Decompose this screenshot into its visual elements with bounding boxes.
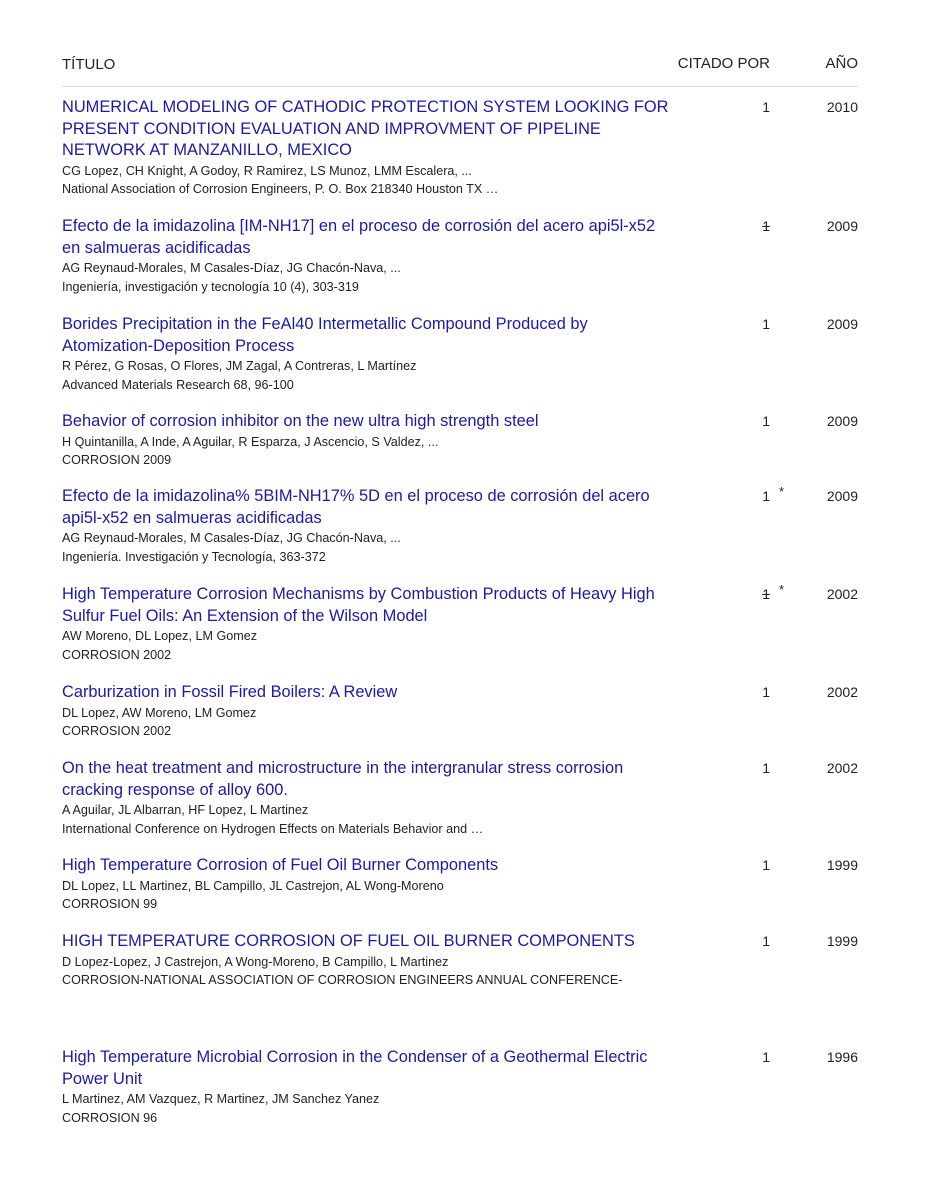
publication-year[interactable]: 2002 — [826, 760, 858, 776]
cited-by-column-header[interactable]: CITADO POR — [677, 55, 770, 72]
year-column-header[interactable]: AÑO — [825, 55, 858, 72]
publication-title-link[interactable]: On the heat treatment and microstructure in the intergranular stress corrosion cracking response of alloy 600. — [62, 759, 624, 799]
publication-venue: CORROSION 2002 — [62, 724, 172, 738]
publication-venue: Ingeniería. Investigación y Tecnología, 363-372 — [62, 549, 326, 564]
publication-year[interactable]: 2009 — [826, 413, 858, 429]
publication-authors: D Lopez-Lopez, J Castrejon, A Wong-Moreno, B Campillo, L Martinez — [62, 954, 449, 969]
cited-by-number: 1 — [762, 99, 770, 115]
publication-authors: AG Reynaud-Morales, M Casales-Díaz, JG Chacón-Nava, ... — [62, 261, 401, 275]
publication-authors: AG Reynaud-Morales, M Casales-Díaz, JG Chacón-Nava, ... — [62, 531, 401, 545]
publication-row — [62, 682, 858, 741]
publication-venue: Ingeniería, investigación y tecnología 10 (4), 303-319 — [62, 279, 359, 294]
cited-by-count[interactable] — [762, 931, 770, 952]
publication-authors: AW Moreno, DL Lopez, LM Gomez — [62, 629, 258, 643]
publication-authors: L Martinez, AM Vazquez, R Martinez, JM Sanchez Yanez — [62, 1092, 380, 1106]
publication-venue: Advanced Materials Research 68, 96-100 — [62, 377, 294, 392]
publication-year[interactable]: 2002 — [826, 586, 858, 602]
publication-authors: DL Lopez, LL Martinez, BL Campillo, JL Castrejon, AL Wong-Moreno — [62, 878, 444, 893]
publication-year[interactable]: 2002 — [826, 684, 858, 700]
publication-title-link[interactable]: Efecto de la imidazolina% 5BIM-NH17% 5D en el proceso de corrosión del acero api5l-x52 en salmueras acidificadas — [62, 487, 650, 527]
publication-authors: CG Lopez, CH Knight, A Godoy, R Ramirez, LS Munoz, LMM Escalera, ... — [62, 163, 472, 178]
publication-row — [62, 314, 858, 394]
publication-row — [62, 97, 858, 199]
publication-title-link[interactable]: Efecto de la imidazolina [IM-NH17] en el proceso de corrosión del acero api5l-x52 en salmueras acidificadas — [62, 217, 656, 257]
cited-by-number: 1 — [762, 933, 770, 949]
publication-title-link[interactable]: High Temperature Corrosion of Fuel Oil Burner Components — [62, 856, 499, 874]
publication-row — [62, 411, 858, 470]
cited-by-count[interactable] — [762, 314, 770, 335]
cited-by-number: 1 — [762, 316, 770, 332]
publication-title-link[interactable]: High Temperature Corrosion Mechanisms by Combustion Products of Heavy High Sulfur Fuel Oils: An Extension of the Wilson Model — [62, 585, 655, 625]
publication-authors: H Quintanilla, A Inde, A Aguilar, R Esparza, J Ascencio, S Valdez, ... — [62, 434, 439, 449]
cited-by-count[interactable] — [762, 1047, 770, 1068]
publication-title-link[interactable]: HIGH TEMPERATURE CORROSION OF FUEL OIL BURNER COMPONENTS — [62, 932, 635, 950]
cited-by-number: 1 — [762, 684, 770, 700]
cited-by-count[interactable] — [762, 855, 770, 876]
publication-year[interactable]: 2009 — [826, 488, 858, 504]
publication-title-link[interactable]: Borides Precipitation in the FeAl40 Intermetallic Compound Produced by Atomization-Deposition Process — [62, 315, 588, 355]
publication-year[interactable]: 1996 — [826, 1049, 858, 1065]
cited-by-count[interactable] — [762, 582, 785, 605]
publication-venue: National Association of Corrosion Engineers, P. O. Box 218340 Houston TX … — [62, 182, 499, 196]
cited-by-number: 1 — [762, 1049, 770, 1065]
cited-by-number: 1 — [762, 586, 770, 602]
cited-by-count[interactable] — [762, 97, 770, 118]
cited-by-count[interactable] — [762, 758, 770, 779]
cited-by-number: 1 — [762, 218, 770, 234]
publication-authors: R Pérez, G Rosas, O Flores, JM Zagal, A Contreras, L Martínez — [62, 359, 417, 373]
cited-by-number: 1 — [762, 760, 770, 776]
publication-venue: CORROSION 2009 — [62, 453, 172, 467]
cited-by-count[interactable] — [762, 216, 770, 237]
publications-page — [62, 0, 858, 1125]
cited-by-count[interactable] — [762, 411, 770, 432]
cited-by-number: 1 — [762, 488, 770, 504]
cited-by-number: 1 — [762, 857, 770, 873]
publication-year[interactable]: 2009 — [826, 316, 858, 332]
cited-by-count[interactable] — [762, 682, 770, 703]
publication-title-link[interactable]: High Temperature Microbial Corrosion in the Condenser of a Geothermal Electric Power Unit — [62, 1048, 648, 1088]
publication-title-link[interactable]: NUMERICAL MODELING OF CATHODIC PROTECTION SYSTEM LOOKING FOR PRESENT CONDITION EVALUATION AND IMPROVMENT OF PIPELINE NETWORK AT MANZANILLO, MEXICO — [62, 98, 669, 159]
publication-row — [62, 486, 858, 566]
publication-year[interactable]: 2009 — [826, 218, 858, 234]
publication-row — [62, 584, 858, 664]
publication-row — [62, 758, 858, 838]
publication-year[interactable]: 2010 — [826, 99, 858, 115]
publication-venue: CORROSION 2002 — [62, 647, 172, 662]
publication-authors: DL Lopez, AW Moreno, LM Gomez — [62, 705, 257, 720]
merged-citation-star-icon: * — [779, 484, 785, 499]
publication-venue: CORROSION 99 — [62, 897, 158, 911]
publication-title-link[interactable]: Carburization in Fossil Fired Boilers: A Review — [62, 683, 398, 701]
publication-row — [62, 931, 858, 990]
publication-venue: International Conference on Hydrogen Effects on Materials Behavior and … — [62, 821, 484, 836]
publication-row — [62, 1047, 858, 1127]
publication-venue: CORROSION-NATIONAL ASSOCIATION OF CORROSION ENGINEERS ANNUAL CONFERENCE- — [62, 973, 623, 987]
publication-year[interactable]: 1999 — [826, 857, 858, 873]
publication-authors: A Aguilar, JL Albarran, HF Lopez, L Martinez — [62, 803, 309, 817]
publication-row — [62, 855, 858, 914]
cited-by-count[interactable] — [762, 484, 785, 507]
publication-venue: CORROSION 96 — [62, 1110, 158, 1125]
publication-title-link[interactable]: Behavior of corrosion inhibitor on the new ultra high strength steel — [62, 412, 539, 430]
table-header — [62, 0, 858, 87]
publication-row — [62, 216, 858, 296]
merged-citation-star-icon: * — [779, 582, 785, 597]
title-column-header[interactable]: TÍTULO — [62, 56, 116, 73]
publication-year[interactable]: 1999 — [826, 933, 858, 949]
cited-by-number: 1 — [762, 413, 770, 429]
